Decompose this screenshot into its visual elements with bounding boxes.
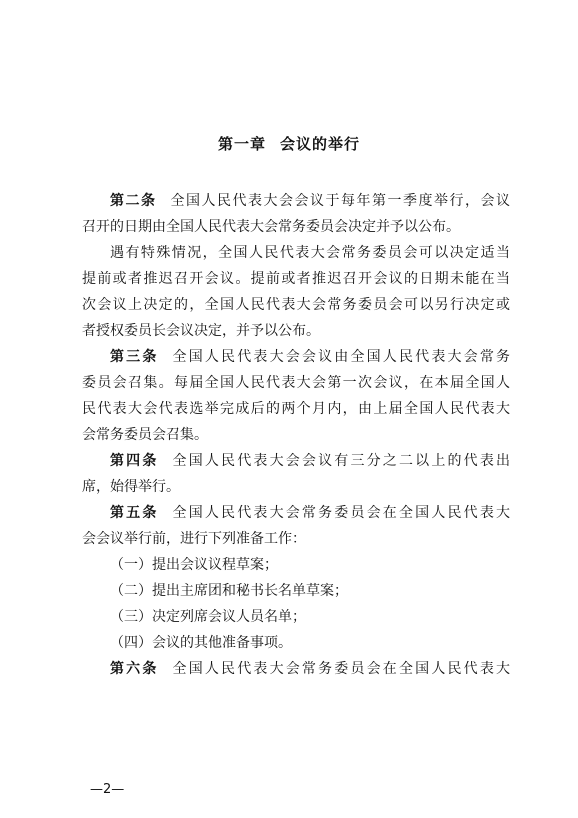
article-2-para-2-line-2: 提前或者推迟召开会议。提前或者推迟召开会议的日期未能在当 xyxy=(82,271,510,287)
article-5-item-1: （一）提出会议议程草案； xyxy=(110,557,278,573)
article-5-line-2: 会会议举行前，进行下列准备工作： xyxy=(82,531,306,547)
article-3-line-3: 民代表大会代表选举完成后的两个月内，由上届全国人民代表大 xyxy=(82,401,510,417)
article-3-line-4: 会常务委员会召集。 xyxy=(82,427,208,443)
body-text xyxy=(82,188,510,682)
article-5-item-4: （四）会议的其他准备事项。 xyxy=(110,635,292,651)
article-2-para-2-line-4: 者授权委员长会议决定，并予以公布。 xyxy=(82,323,320,339)
page-number: —2— xyxy=(90,782,125,797)
article-2-para-2-line-1: 遇有特殊情况，全国人民代表大会常务委员会可以决定适当 xyxy=(110,245,510,261)
article-5-line-1: 第五条 全国人民代表大会常务委员会在全国人民代表大 xyxy=(110,505,511,521)
article-2-para-2-line-3: 次会议上决定的，全国人民代表大会常务委员会可以另行决定或 xyxy=(82,297,510,313)
chapter-heading xyxy=(0,133,578,154)
article-6-line-1: 第六条 全国人民代表大会常务委员会在全国人民代表大 xyxy=(110,661,511,677)
article-2-line-1: 第二条 全国人民代表大会会议于每年第一季度举行，会议 xyxy=(110,193,510,209)
chapter-number: 第一章 xyxy=(217,135,266,153)
article-3-line-2: 委员会召集。每届全国人民代表大会第一次会议，在本届全国人 xyxy=(82,375,510,391)
article-3-line-1: 第三条 全国人民代表大会会议由全国人民代表大会常务 xyxy=(110,349,511,365)
article-4-label: 第四条 xyxy=(110,453,159,469)
article-4-line-2: 席，始得举行。 xyxy=(82,479,180,495)
article-5-label: 第五条 xyxy=(110,505,159,521)
article-2-label: 第二条 xyxy=(110,193,157,209)
article-5-item-2: （二）提出主席团和秘书长名单草案； xyxy=(110,583,348,599)
article-4-line-1: 第四条 全国人民代表大会会议有三分之二以上的代表出 xyxy=(110,453,511,469)
article-3-label: 第三条 xyxy=(110,349,159,365)
chapter-title: 会议的举行 xyxy=(280,135,361,153)
article-6-label: 第六条 xyxy=(110,661,159,677)
article-5-item-3: （三）决定列席会议人员名单； xyxy=(110,609,306,625)
article-2-line-2: 召开的日期由全国人民代表大会常务委员会决定并予以公布。 xyxy=(82,219,460,235)
